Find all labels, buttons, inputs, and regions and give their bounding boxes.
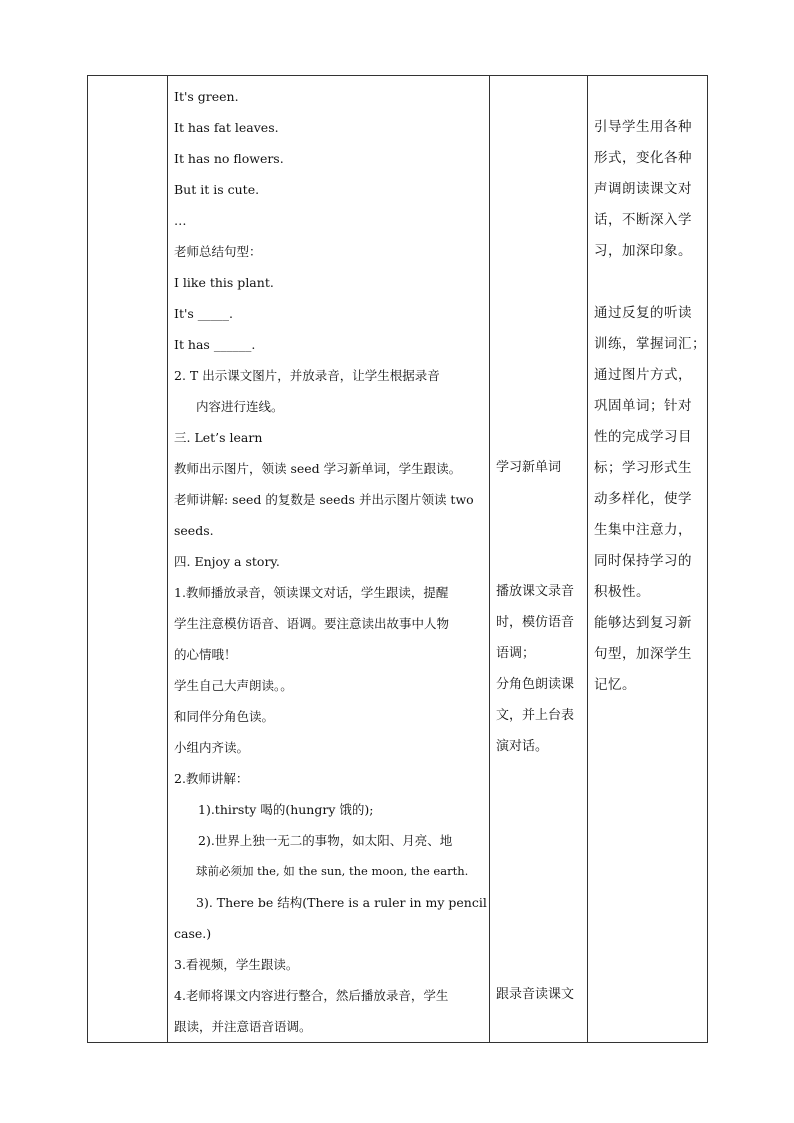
- intent-line: 训练，掌握词汇；: [594, 336, 706, 352]
- process-line: 4.老师将课文内容进行整合，然后播放录音，学生: [174, 988, 449, 1003]
- process-line: 2).世界上独一无二的事物，如太阳、月亮、地: [198, 833, 453, 848]
- process-line: 1.教师播放录音，领读课文对话，学生跟读，提醒: [174, 585, 449, 600]
- student-activity-line: 跟录音读课文: [496, 987, 575, 1002]
- student-activity-cell: [490, 76, 588, 1043]
- teaching-process-cell: [168, 76, 490, 1043]
- process-line: 2. T 出示课文图片，并放录音，让学生根据录音: [174, 368, 440, 383]
- process-line: 教师出示图片，领读 seed 学习新单词，学生跟读。: [174, 461, 462, 476]
- student-activity-line: 时，模仿语音: [496, 615, 575, 630]
- student-activity-line: 文，并上台表: [496, 708, 575, 723]
- student-activity-line: 演对话。: [496, 739, 549, 754]
- process-heading: 四. Enjoy a story.: [174, 554, 280, 569]
- process-line: It has fat leaves.: [174, 120, 279, 135]
- intent-line: 标；学习形式生: [594, 460, 692, 476]
- process-line: It has no flowers.: [174, 151, 284, 166]
- process-heading: 三. Let’s learn: [174, 430, 263, 445]
- process-line: It has ______.: [174, 337, 256, 352]
- intent-line: 句型，加深学生: [594, 646, 692, 662]
- process-line: 小组内齐读。: [174, 740, 250, 755]
- lesson-plan-table: [87, 75, 708, 1043]
- student-activity-line: 语调；: [496, 646, 536, 661]
- intent-line: 性的完成学习目: [594, 429, 692, 445]
- process-line: 老师讲解: seed 的复数是 seeds 并出示图片领读 two: [174, 492, 474, 507]
- table-row: [88, 76, 708, 1043]
- process-line: 老师总结句型：: [174, 244, 262, 259]
- process-line: 3.看视频，学生跟读。: [174, 957, 299, 972]
- intent-line: 生集中注意力，: [594, 522, 692, 538]
- intent-line: 声调朗读课文对: [594, 181, 692, 197]
- student-activity-line: 播放课文录音: [496, 584, 575, 599]
- student-activity-line: 分角色朗读课: [496, 677, 575, 692]
- process-line: 和同伴分角色读。: [174, 709, 275, 724]
- intent-line: 引导学生用各种: [594, 119, 692, 135]
- process-line: But it is cute.: [174, 182, 260, 197]
- process-line: 2.教师讲解：: [174, 771, 249, 786]
- intent-line: 习，加深印象。: [594, 243, 692, 259]
- process-line: 3). There be 结构(There is a ruler in my pencil: [196, 895, 487, 910]
- intent-line: 话，不断深入学: [594, 212, 692, 228]
- process-line: 1).thirsty 喝的(hungry 饿的);: [198, 802, 374, 817]
- student-activity-line: 学习新单词: [496, 460, 562, 475]
- intent-line: 巩固单词；针对: [594, 398, 692, 414]
- process-line: seeds.: [174, 523, 214, 538]
- process-line: It's _____.: [174, 306, 234, 321]
- process-line: 跟读，并注意语音语调。: [174, 1019, 312, 1034]
- intent-line: 同时保持学习的: [594, 553, 692, 569]
- process-line: 的心情哦！: [174, 647, 237, 662]
- intent-line: 通过图片方式，: [594, 367, 692, 383]
- process-line: 学生自己大声朗读。。: [174, 678, 293, 693]
- intent-line: 记忆。: [594, 677, 636, 693]
- intent-line: 通过反复的听读: [594, 305, 692, 321]
- process-line: 内容进行连线。: [196, 399, 284, 414]
- intent-line: 形式，变化各种: [594, 150, 692, 166]
- process-line: 学生注意模仿语音、语调。要注意读出故事中人物: [174, 616, 450, 631]
- process-line: 球前必须加 the, 如 the sun, the moon, the earth.: [196, 864, 469, 878]
- intent-line: 动多样化，使学: [594, 491, 692, 507]
- process-line: It's green.: [174, 89, 239, 104]
- design-intent-cell: [588, 76, 708, 1043]
- process-line: …: [174, 213, 187, 228]
- process-line: I like this plant.: [174, 275, 274, 290]
- intent-line: 积极性。: [594, 584, 650, 600]
- process-line: case.): [174, 926, 212, 941]
- intent-line: 能够达到复习新: [594, 615, 692, 631]
- empty-cell: [88, 76, 168, 1043]
